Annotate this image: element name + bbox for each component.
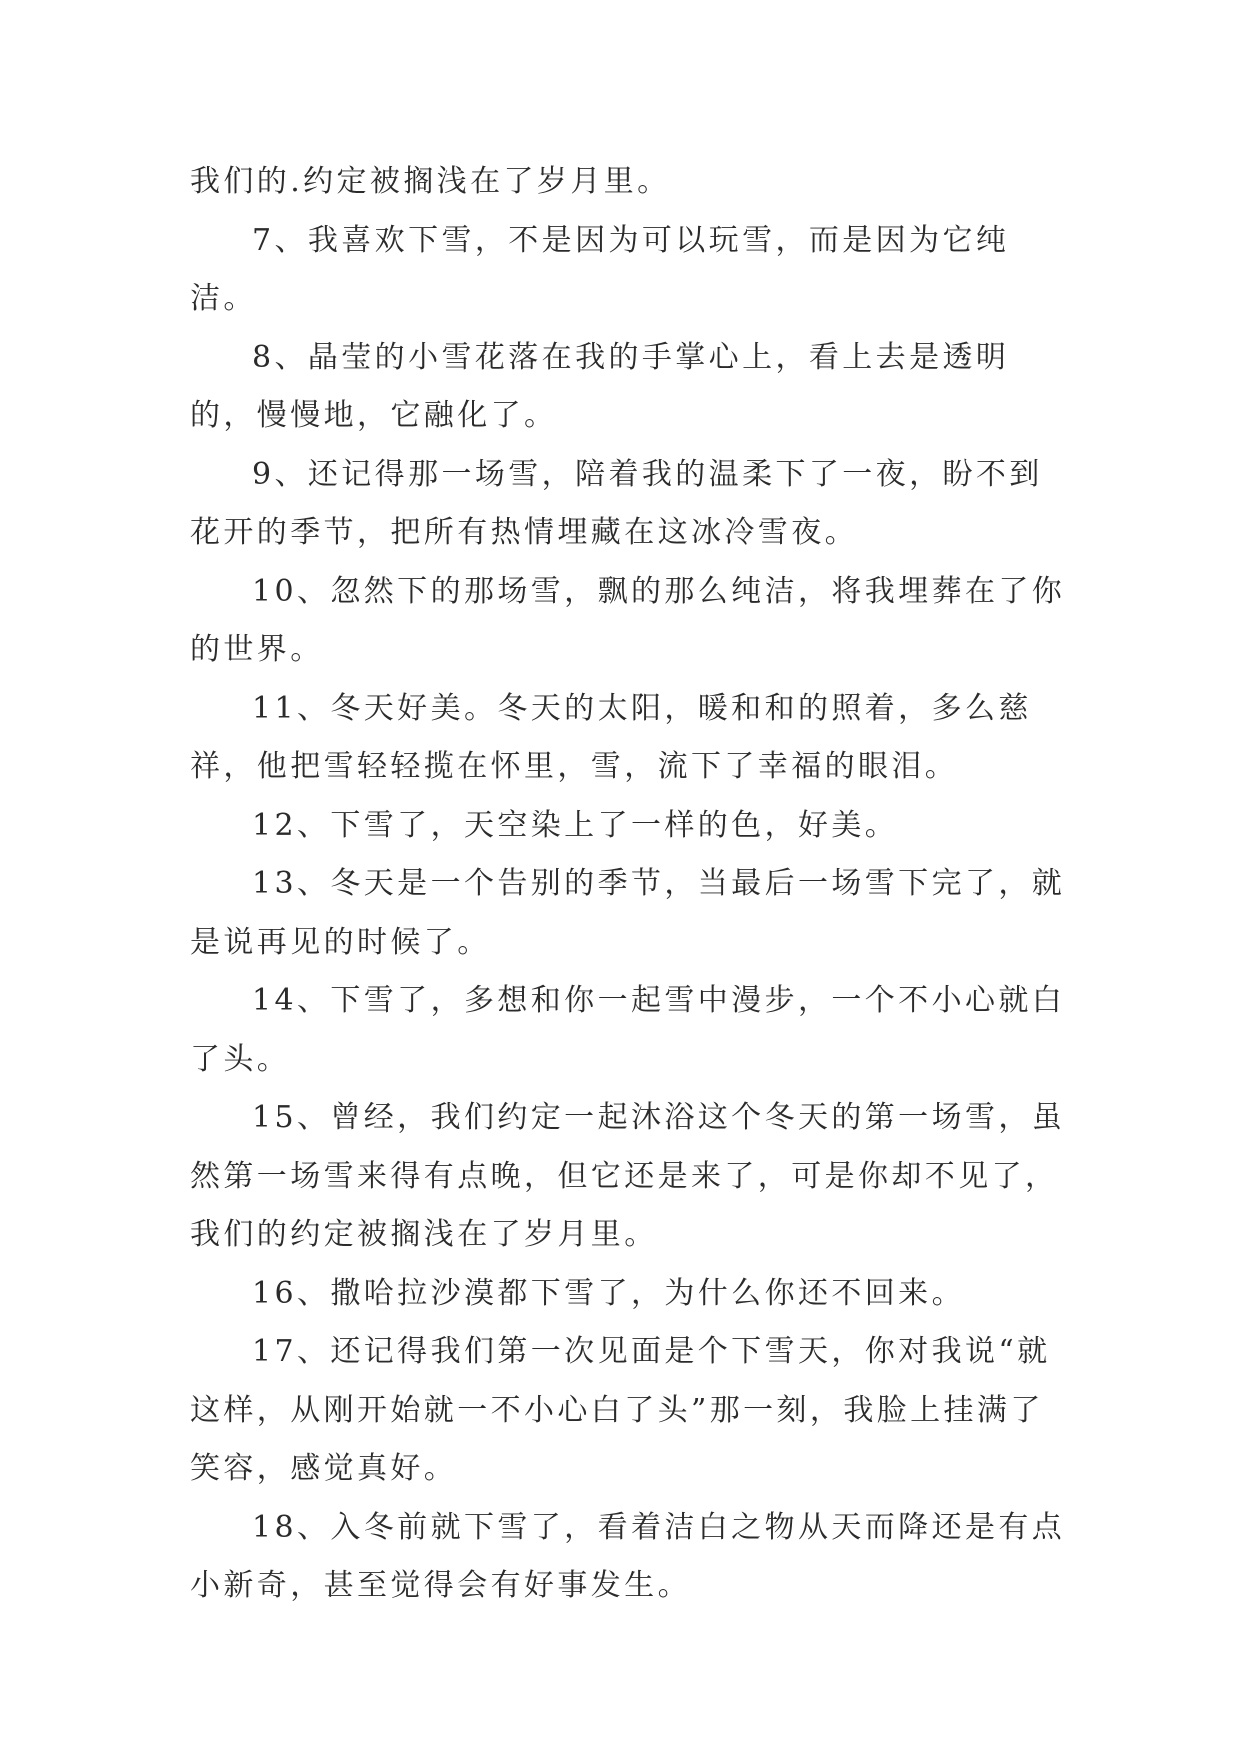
paragraph-item-11: 11、冬天好美。冬天的太阳，暖和和的照着，多么慈祥，他把雪轻轻揽在怀里，雪，流下了幸福的眼泪。	[190, 690, 1032, 784]
paragraph-item-8: 8、晶莹的小雪花落在我的手掌心上，看上去是透明的，慢慢地，它融化了。	[190, 339, 1010, 433]
paragraph-item-16: 16、撒哈拉沙漠都下雪了，为什么你还不回来。	[252, 1275, 965, 1311]
paragraph-item-13: 13、冬天是一个告别的季节，当最后一场雪下完了，就是说再见的时候了。	[190, 866, 1066, 960]
paragraph-item-10: 10、忽然下的那场雪，飘的那么纯洁，将我埋葬在了你的世界。	[190, 573, 1066, 667]
paragraph-item-9: 9、还记得那一场雪，陪着我的温柔下了一夜，盼不到花开的季节，把所有热情埋藏在这冰冷雪夜。	[190, 456, 1043, 550]
paragraph-item-17: 17、还记得我们第一次见面是个下雪天，你对我说“就这样，从刚开始就一不小心白了头”那一刻，我脸上挂满了笑容，感觉真好。	[190, 1334, 1051, 1486]
paragraph-item-14: 14、下雪了，多想和你一起雪中漫步，一个不小心就白了头。	[190, 983, 1066, 1077]
paragraph-item-18: 18、入冬前就下雪了，看着洁白之物从天而降还是有点小新奇，甚至觉得会有好事发生。	[190, 1509, 1066, 1603]
paragraph-item-15: 15、曾经，我们约定一起沐浴这个冬天的第一场雪，虽然第一场雪来得有点晚，但它还是来了，可是你却不见了，我们的约定被搁浅在了岁月里。	[190, 1100, 1066, 1252]
paragraph-item-7: 7、我喜欢下雪，不是因为可以玩雪，而是因为它纯洁。	[190, 222, 1010, 316]
document-page	[190, 153, 1070, 1616]
paragraph-continuation: 我们的.约定被搁浅在了岁月里。	[190, 164, 671, 199]
paragraph-item-12: 12、下雪了，天空染上了一样的色，好美。	[252, 807, 899, 843]
